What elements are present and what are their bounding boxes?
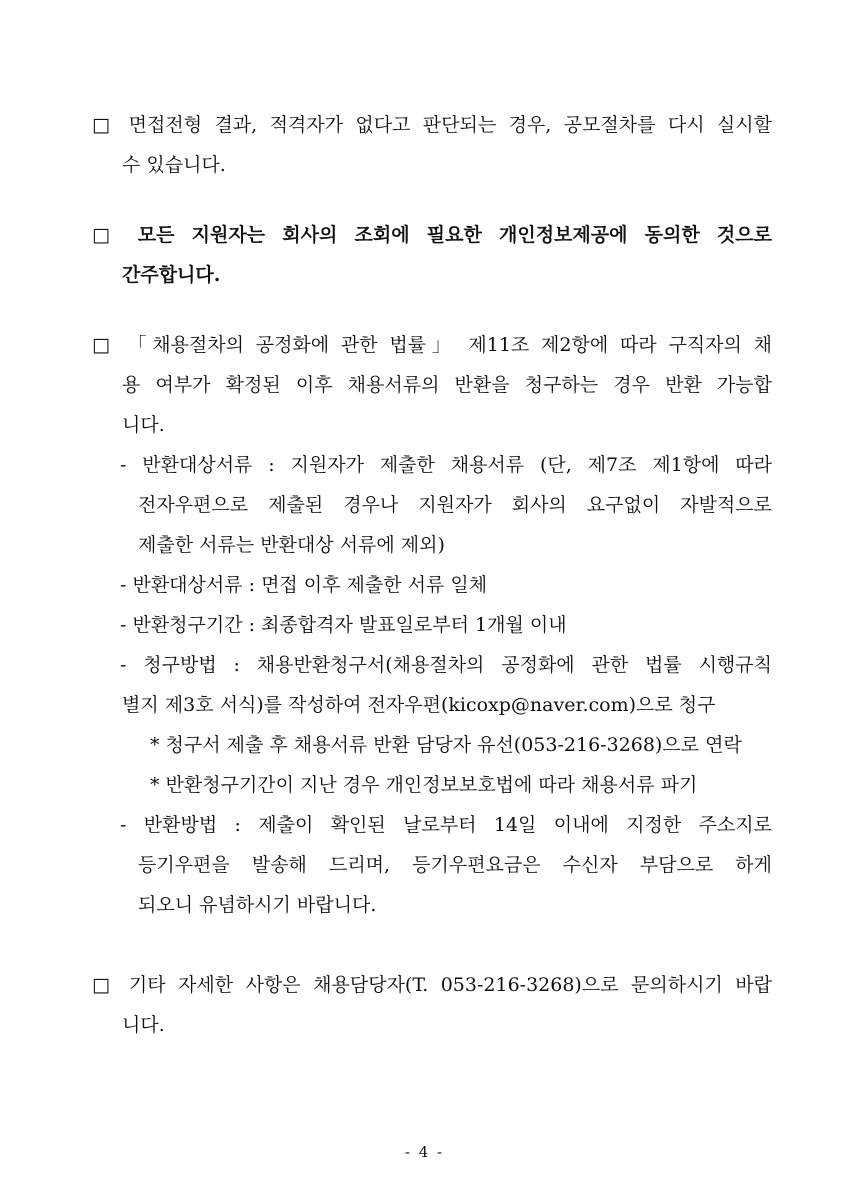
list-item-line: - 반환대상서류 : 지원자가 제출한 채용서류 (단, 제7조 제1항에 따라 <box>120 454 772 476</box>
text-line: □ 면접전형 결과, 적격자가 없다고 판단되는 경우, 공모절차를 다시 실시할 <box>92 114 772 136</box>
text-line: □ 기타 자세한 사항은 채용담당자(T. 053-216-3268)으로 문의하시기 바랍 <box>92 974 772 996</box>
list-item-line: - 반환대상서류 : 면접 이후 제출한 서류 일체 <box>120 574 488 596</box>
list-item-line: 등기우편을 발송해 드리며, 등기우편요금은 수신자 부담으로 하게 <box>138 854 772 876</box>
text-line: 니다. <box>122 1014 165 1036</box>
text-line: 용 여부가 확정된 이후 채용서류의 반환을 청구하는 경우 반환 가능합 <box>122 374 772 396</box>
list-item-line: 제출한 서류는 반환대상 서류에 제외) <box>138 534 445 556</box>
text-line: 수 있습니다. <box>122 154 226 176</box>
note-line: * 반환청구기간이 지난 경우 개인정보보호법에 따라 채용서류 파기 <box>150 774 698 796</box>
list-item-line: 전자우편으로 제출된 경우나 지원자가 회사의 요구없이 자발적으로 <box>138 494 772 516</box>
list-item-line: - 청구방법 : 채용반환청구서(채용절차의 공정화에 관한 법률 시행규칙 <box>120 654 772 676</box>
text-line: 니다. <box>122 414 165 436</box>
page-number: - 4 - <box>404 1143 445 1161</box>
list-item-line: 되오니 유념하시기 바랍니다. <box>138 894 377 916</box>
list-item-line: - 반환청구기간 : 최종합격자 발표일로부터 1개월 이내 <box>120 614 567 636</box>
text-line: □ 「채용절차의 공정화에 관한 법률」 제11조 제2항에 따라 구직자의 채 <box>92 334 772 356</box>
list-item-line: 별지 제3호 서식)를 작성하여 전자우편(kicoxp@naver.com)으로 청구 <box>122 694 716 716</box>
text-line: □ 모든 지원자는 회사의 조회에 필요한 개인정보제공에 동의한 것으로 <box>92 224 772 246</box>
text-line: 간주합니다. <box>122 264 221 286</box>
note-line: * 청구서 제출 후 채용서류 반환 담당자 유선(053-216-3268)으로 연락 <box>150 734 742 756</box>
list-item-line: - 반환방법 : 제출이 확인된 날로부터 14일 이내에 지정한 주소지로 <box>120 814 772 836</box>
